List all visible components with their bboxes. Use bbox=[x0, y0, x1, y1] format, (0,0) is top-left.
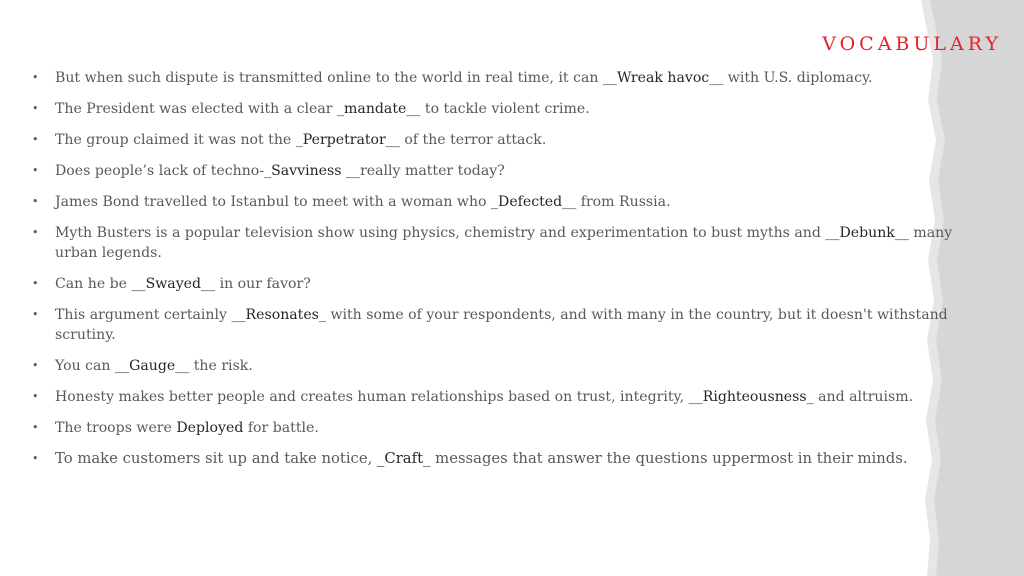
answer-word: __Resonates_ bbox=[231, 307, 326, 323]
sentence-text-after: of the terror attack. bbox=[399, 132, 547, 148]
bullet-icon: • bbox=[32, 226, 39, 239]
bullet-icon: • bbox=[32, 277, 39, 290]
sentence-text-before: The group claimed it was not the bbox=[55, 132, 296, 148]
bullet-icon: • bbox=[32, 102, 39, 115]
answer-word: _Defected__ bbox=[490, 194, 577, 210]
sentence-item bbox=[32, 68, 982, 88]
sentence-item bbox=[32, 449, 982, 469]
sentence-text-after: and altruism. bbox=[813, 389, 914, 405]
slide-title: VOCABULARY bbox=[822, 33, 1002, 55]
answer-word: Deployed bbox=[176, 420, 244, 436]
sentence-item bbox=[32, 192, 982, 212]
sentence-text-after: from Russia. bbox=[576, 194, 671, 210]
answer-word: _Savviness __ bbox=[264, 163, 361, 179]
answer-word: _Perpetrator__ bbox=[295, 132, 400, 148]
sentence-text-before: Myth Busters is a popular television show using physics, chemistry and experimentation to bust myths and bbox=[55, 225, 826, 241]
sentence-item bbox=[32, 99, 982, 119]
sentence-text-after: with some of your respondents, and with many in the country, but it doesn't withstand scrutiny. bbox=[55, 307, 948, 343]
sentence-text-before: This argument certainly bbox=[55, 307, 232, 323]
sentence-item bbox=[32, 130, 982, 150]
sentence-item bbox=[32, 418, 982, 438]
sentence-text-after: the risk. bbox=[189, 358, 253, 374]
bullet-icon: • bbox=[32, 71, 39, 84]
sentence-item bbox=[32, 274, 982, 294]
bullet-icon: • bbox=[32, 308, 39, 321]
sentence-text-after: really matter today? bbox=[360, 163, 505, 179]
answer-word: _Craft_ bbox=[377, 450, 431, 467]
bullet-icon: • bbox=[32, 164, 39, 177]
sentence-text-before: You can bbox=[55, 358, 115, 374]
vocabulary-sentence-list bbox=[32, 68, 982, 480]
answer-word: __Swayed__ bbox=[131, 276, 216, 292]
answer-word: __Gauge__ bbox=[114, 358, 190, 374]
sentence-text-before: Can he be bbox=[55, 276, 132, 292]
bullet-icon: • bbox=[32, 359, 39, 372]
sentence-item bbox=[32, 356, 982, 376]
bullet-icon: • bbox=[32, 195, 39, 208]
sentence-text-after: to tackle violent crime. bbox=[420, 101, 590, 117]
sentence-text-before: To make customers sit up and take notice, bbox=[55, 450, 378, 467]
answer-word: __Wreak havoc__ bbox=[602, 70, 724, 86]
sentence-item bbox=[32, 223, 982, 263]
sentence-text-before: The troops were bbox=[55, 420, 177, 436]
sentence-text-before: But when such dispute is transmitted online to the world in real time, it can bbox=[55, 70, 603, 86]
sentence-text-after: for battle. bbox=[243, 420, 319, 436]
sentence-text-after: with U.S. diplomacy. bbox=[723, 70, 873, 86]
sentence-text-after: messages that answer the questions uppermost in their minds. bbox=[430, 450, 908, 467]
bullet-icon: • bbox=[32, 421, 39, 434]
sentence-item bbox=[32, 387, 982, 407]
sentence-text-before: The President was elected with a clear bbox=[55, 101, 337, 117]
bullet-icon: • bbox=[32, 452, 39, 465]
answer-word: _mandate__ bbox=[337, 101, 421, 117]
sentence-text-before: James Bond travelled to Istanbul to meet with a woman who bbox=[55, 194, 491, 210]
bullet-icon: • bbox=[32, 133, 39, 146]
bullet-icon: • bbox=[32, 390, 39, 403]
sentence-text-before: Does people’s lack of techno- bbox=[55, 163, 265, 179]
sentence-text-before: Honesty makes better people and creates human relationships based on trust, integrity, bbox=[55, 389, 689, 405]
sentence-text-after: many urban legends. bbox=[55, 225, 953, 261]
sentence-item bbox=[32, 305, 982, 345]
answer-word: __Debunk__ bbox=[825, 225, 909, 241]
sentence-item bbox=[32, 161, 982, 181]
answer-word: __Righteousness_ bbox=[688, 389, 814, 405]
sentence-text-after: in our favor? bbox=[215, 276, 311, 292]
